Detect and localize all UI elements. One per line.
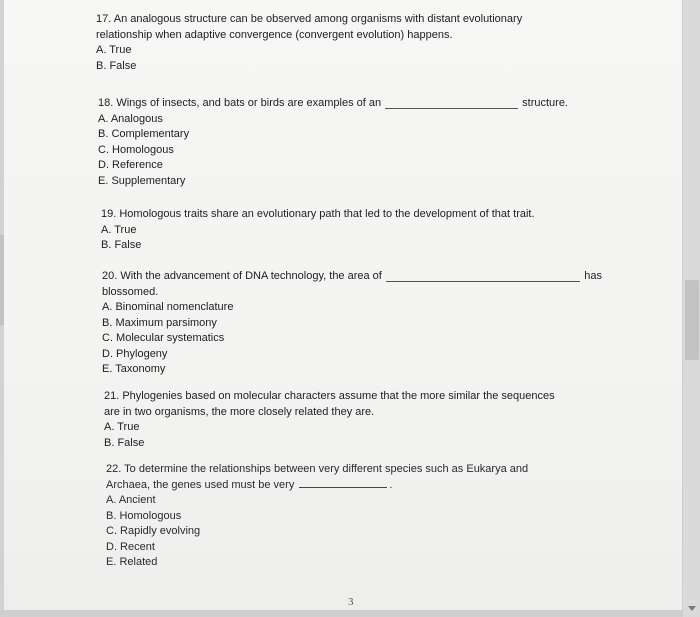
question-18-blank bbox=[385, 108, 518, 109]
question-19-stem: 19. Homologous traits share an evolutionary path that led to the development of that trait. bbox=[101, 208, 535, 220]
question-18-option-b: B. Complementary bbox=[98, 128, 190, 140]
question-19 bbox=[101, 207, 535, 254]
question-17-option-b: B. False bbox=[96, 59, 137, 72]
question-18-stem-start: 18. Wings of insects, and bats or birds are examples of an bbox=[98, 97, 382, 109]
question-22 bbox=[106, 462, 528, 571]
question-18-option-e: E. Supplementary bbox=[98, 174, 186, 187]
question-21-option-a: A. True bbox=[104, 421, 140, 433]
question-22-stem-line-2-start: Archaea, the genes used must be very bbox=[106, 478, 295, 491]
question-22-option-e: E. Related bbox=[106, 556, 158, 568]
question-20-stem bbox=[102, 269, 602, 285]
question-20-stem-end: has bbox=[584, 270, 602, 282]
scrollbar-thumb[interactable] bbox=[685, 280, 699, 360]
question-20-option-c: C. Molecular systematics bbox=[102, 332, 225, 344]
question-22-stem-line-1: 22. To determine the relationships between very different species such as Eukarya and bbox=[106, 463, 529, 475]
question-18-option-a: A. Analogous bbox=[98, 112, 163, 125]
question-20-option-b: B. Maximum parsimony bbox=[102, 316, 217, 329]
page-bottom-edge bbox=[0, 610, 682, 617]
scroll-down-arrow-icon[interactable] bbox=[688, 606, 696, 611]
question-19-option-a: A. True bbox=[101, 223, 137, 236]
page-number: 3 bbox=[348, 596, 354, 608]
question-21 bbox=[104, 389, 555, 451]
question-20-option-d: D. Phylogeny bbox=[102, 347, 168, 360]
question-17 bbox=[96, 12, 522, 74]
question-22-option-d: D. Recent bbox=[106, 540, 155, 553]
question-21-option-b: B. False bbox=[104, 436, 145, 449]
question-22-option-b: B. Homologous bbox=[106, 509, 182, 522]
question-20-stem-line-2: blossomed. bbox=[102, 285, 159, 298]
question-20-stem-start: 20. With the advancement of DNA technology, the area of bbox=[102, 270, 382, 282]
question-20-option-e: E. Taxonomy bbox=[102, 363, 166, 375]
question-21-stem-line-1: 21. Phylogenies based on molecular characters assume that the more similar the sequences bbox=[104, 390, 555, 402]
question-17-option-a: A. True bbox=[96, 44, 132, 56]
question-18 bbox=[98, 96, 568, 189]
vertical-scrollbar[interactable] bbox=[682, 0, 700, 617]
question-17-stem-line-2: relationship when adaptive convergence (convergent evolution) happens. bbox=[96, 28, 453, 41]
question-20-option-a: A. Binominal nomenclature bbox=[102, 301, 234, 313]
question-18-option-d: D. Reference bbox=[98, 159, 163, 171]
question-18-stem bbox=[98, 96, 568, 112]
question-22-option-a: A. Ancient bbox=[106, 494, 156, 506]
question-18-option-c: C. Homologous bbox=[98, 143, 174, 156]
left-panel-edge bbox=[0, 0, 4, 617]
question-22-blank bbox=[299, 487, 387, 488]
question-18-stem-end: structure. bbox=[522, 97, 568, 109]
question-19-option-b: B. False bbox=[101, 239, 142, 251]
question-22-stem-line-2-end: . bbox=[389, 478, 393, 491]
left-edge-thumb bbox=[0, 235, 4, 325]
question-21-stem-line-2: are in two organisms, the more closely related they are. bbox=[104, 405, 375, 418]
question-17-stem-line-1: 17. An analogous structure can be observed among organisms with distant evolutionary bbox=[96, 13, 523, 25]
question-22-option-c: C. Rapidly evolving bbox=[106, 525, 201, 537]
question-22-stem-line-2 bbox=[106, 478, 528, 494]
question-20 bbox=[102, 269, 602, 378]
question-20-blank bbox=[386, 281, 580, 282]
